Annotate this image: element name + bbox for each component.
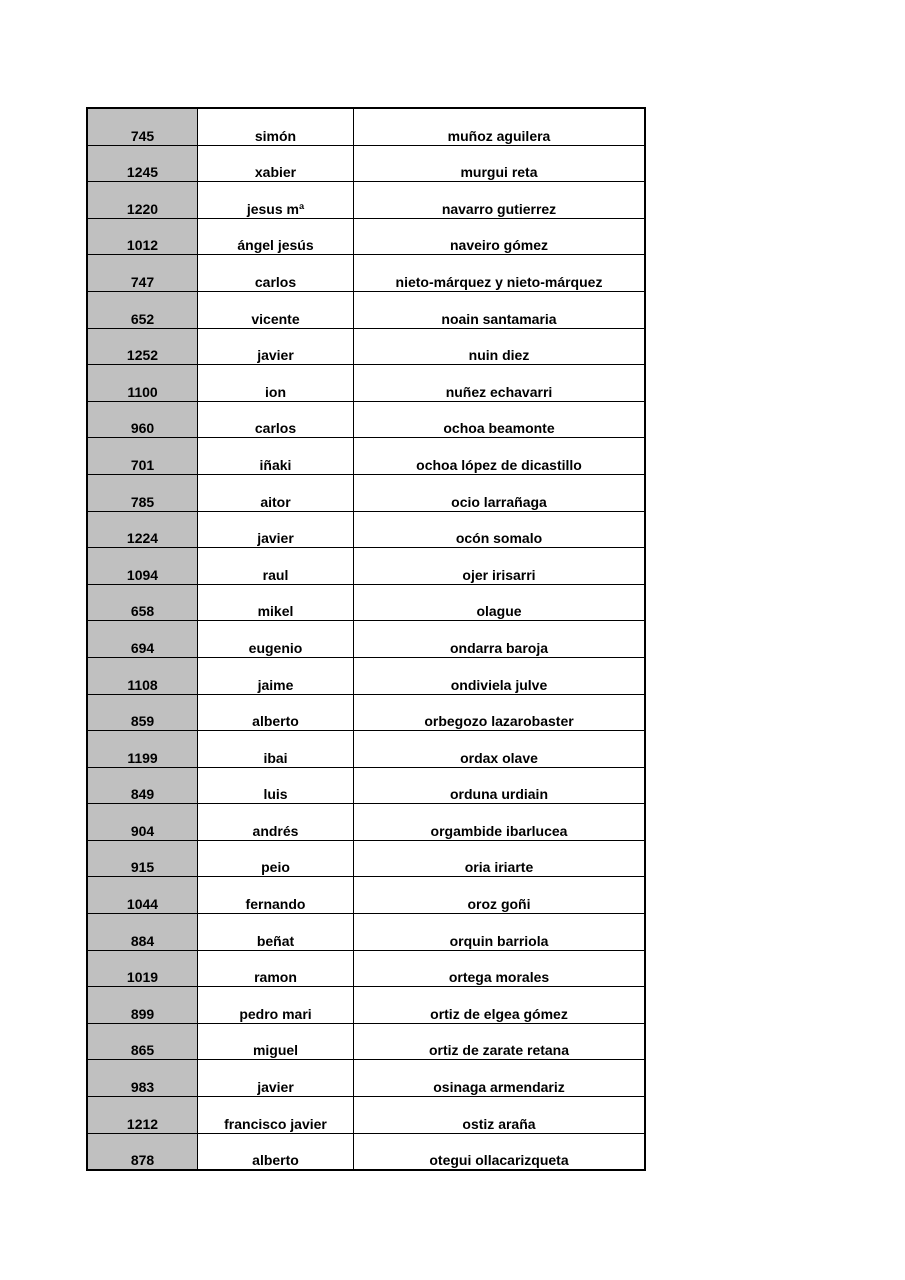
row-number-cell: 849 xyxy=(87,767,198,804)
row-number-cell: 960 xyxy=(87,401,198,438)
row-number-cell: 904 xyxy=(87,804,198,841)
last-name-cell: navarro gutierrez xyxy=(354,182,646,219)
row-number-cell: 1044 xyxy=(87,877,198,914)
table-row xyxy=(87,108,645,145)
table-row xyxy=(87,1060,645,1097)
first-name-cell: pedro mari xyxy=(198,987,354,1024)
first-name-cell: ion xyxy=(198,365,354,402)
table-row xyxy=(87,291,645,328)
table-row xyxy=(87,182,645,219)
row-number-cell: 785 xyxy=(87,474,198,511)
last-name-cell: orduna urdiain xyxy=(354,767,646,804)
first-name-cell: eugenio xyxy=(198,621,354,658)
last-name-cell: ortiz de zarate retana xyxy=(354,1023,646,1060)
last-name-cell: oroz goñi xyxy=(354,877,646,914)
row-number-cell: 915 xyxy=(87,840,198,877)
first-name-cell: javier xyxy=(198,328,354,365)
table-row xyxy=(87,365,645,402)
first-name-cell: carlos xyxy=(198,255,354,292)
last-name-cell: otegui ollacarizqueta xyxy=(354,1133,646,1170)
first-name-cell: iñaki xyxy=(198,438,354,475)
last-name-cell: naveiro gómez xyxy=(354,218,646,255)
first-name-cell: xabier xyxy=(198,145,354,182)
first-name-cell: luis xyxy=(198,767,354,804)
first-name-cell: jaime xyxy=(198,657,354,694)
last-name-cell: ocio larrañaga xyxy=(354,474,646,511)
row-number-cell: 1019 xyxy=(87,950,198,987)
row-number-cell: 1224 xyxy=(87,511,198,548)
row-number-cell: 899 xyxy=(87,987,198,1024)
row-number-cell: 1108 xyxy=(87,657,198,694)
first-name-cell: peio xyxy=(198,840,354,877)
last-name-cell: orbegozo lazarobaster xyxy=(354,694,646,731)
table-row xyxy=(87,145,645,182)
table-row xyxy=(87,767,645,804)
last-name-cell: nuin diez xyxy=(354,328,646,365)
last-name-cell: osinaga armendariz xyxy=(354,1060,646,1097)
first-name-cell: miguel xyxy=(198,1023,354,1060)
row-number-cell: 1252 xyxy=(87,328,198,365)
table-row xyxy=(87,804,645,841)
first-name-cell: javier xyxy=(198,511,354,548)
row-number-cell: 1220 xyxy=(87,182,198,219)
last-name-cell: olague xyxy=(354,584,646,621)
table-row xyxy=(87,255,645,292)
last-name-cell: ortiz de elgea gómez xyxy=(354,987,646,1024)
last-name-cell: ondarra baroja xyxy=(354,621,646,658)
table-row xyxy=(87,328,645,365)
first-name-cell: francisco javier xyxy=(198,1097,354,1134)
row-number-cell: 652 xyxy=(87,291,198,328)
last-name-cell: orgambide ibarlucea xyxy=(354,804,646,841)
row-number-cell: 1100 xyxy=(87,365,198,402)
row-number-cell: 1212 xyxy=(87,1097,198,1134)
first-name-cell: simón xyxy=(198,108,354,145)
first-name-cell: jesus mª xyxy=(198,182,354,219)
last-name-cell: ondiviela julve xyxy=(354,657,646,694)
table-row xyxy=(87,840,645,877)
table-row xyxy=(87,987,645,1024)
table-row xyxy=(87,950,645,987)
first-name-cell: ibai xyxy=(198,731,354,768)
row-number-cell: 701 xyxy=(87,438,198,475)
first-name-cell: javier xyxy=(198,1060,354,1097)
row-number-cell: 1094 xyxy=(87,548,198,585)
first-name-cell: andrés xyxy=(198,804,354,841)
table-row xyxy=(87,438,645,475)
row-number-cell: 694 xyxy=(87,621,198,658)
table-row xyxy=(87,1133,645,1170)
row-number-cell: 865 xyxy=(87,1023,198,1060)
table-row xyxy=(87,731,645,768)
first-name-cell: raul xyxy=(198,548,354,585)
first-name-cell: carlos xyxy=(198,401,354,438)
last-name-cell: ortega morales xyxy=(354,950,646,987)
row-number-cell: 884 xyxy=(87,914,198,951)
last-name-cell: ostiz araña xyxy=(354,1097,646,1134)
row-number-cell: 1012 xyxy=(87,218,198,255)
last-name-cell: muñoz aguilera xyxy=(354,108,646,145)
first-name-cell: aitor xyxy=(198,474,354,511)
last-name-cell: nuñez echavarri xyxy=(354,365,646,402)
last-name-cell: ochoa lópez de dicastillo xyxy=(354,438,646,475)
table-row xyxy=(87,1097,645,1134)
first-name-cell: ramon xyxy=(198,950,354,987)
last-name-cell: ojer irisarri xyxy=(354,548,646,585)
last-name-cell: ochoa beamonte xyxy=(354,401,646,438)
names-table xyxy=(86,107,646,1171)
first-name-cell: alberto xyxy=(198,694,354,731)
last-name-cell: orquin barriola xyxy=(354,914,646,951)
last-name-cell: nieto-márquez y nieto-márquez xyxy=(354,255,646,292)
row-number-cell: 878 xyxy=(87,1133,198,1170)
row-number-cell: 747 xyxy=(87,255,198,292)
last-name-cell: noain santamaria xyxy=(354,291,646,328)
table-row xyxy=(87,657,645,694)
table-row xyxy=(87,914,645,951)
first-name-cell: fernando xyxy=(198,877,354,914)
first-name-cell: ángel jesús xyxy=(198,218,354,255)
table-row xyxy=(87,511,645,548)
table-row xyxy=(87,584,645,621)
table-row xyxy=(87,621,645,658)
last-name-cell: ocón somalo xyxy=(354,511,646,548)
row-number-cell: 983 xyxy=(87,1060,198,1097)
first-name-cell: mikel xyxy=(198,584,354,621)
last-name-cell: murgui reta xyxy=(354,145,646,182)
table-row xyxy=(87,877,645,914)
last-name-cell: ordax olave xyxy=(354,731,646,768)
table-row xyxy=(87,694,645,731)
first-name-cell: beñat xyxy=(198,914,354,951)
table-row xyxy=(87,1023,645,1060)
row-number-cell: 859 xyxy=(87,694,198,731)
table-row xyxy=(87,218,645,255)
table-body xyxy=(87,108,645,1170)
table-row xyxy=(87,474,645,511)
row-number-cell: 745 xyxy=(87,108,198,145)
row-number-cell: 1199 xyxy=(87,731,198,768)
first-name-cell: vicente xyxy=(198,291,354,328)
row-number-cell: 658 xyxy=(87,584,198,621)
row-number-cell: 1245 xyxy=(87,145,198,182)
table-row xyxy=(87,401,645,438)
first-name-cell: alberto xyxy=(198,1133,354,1170)
last-name-cell: oria iriarte xyxy=(354,840,646,877)
table-row xyxy=(87,548,645,585)
